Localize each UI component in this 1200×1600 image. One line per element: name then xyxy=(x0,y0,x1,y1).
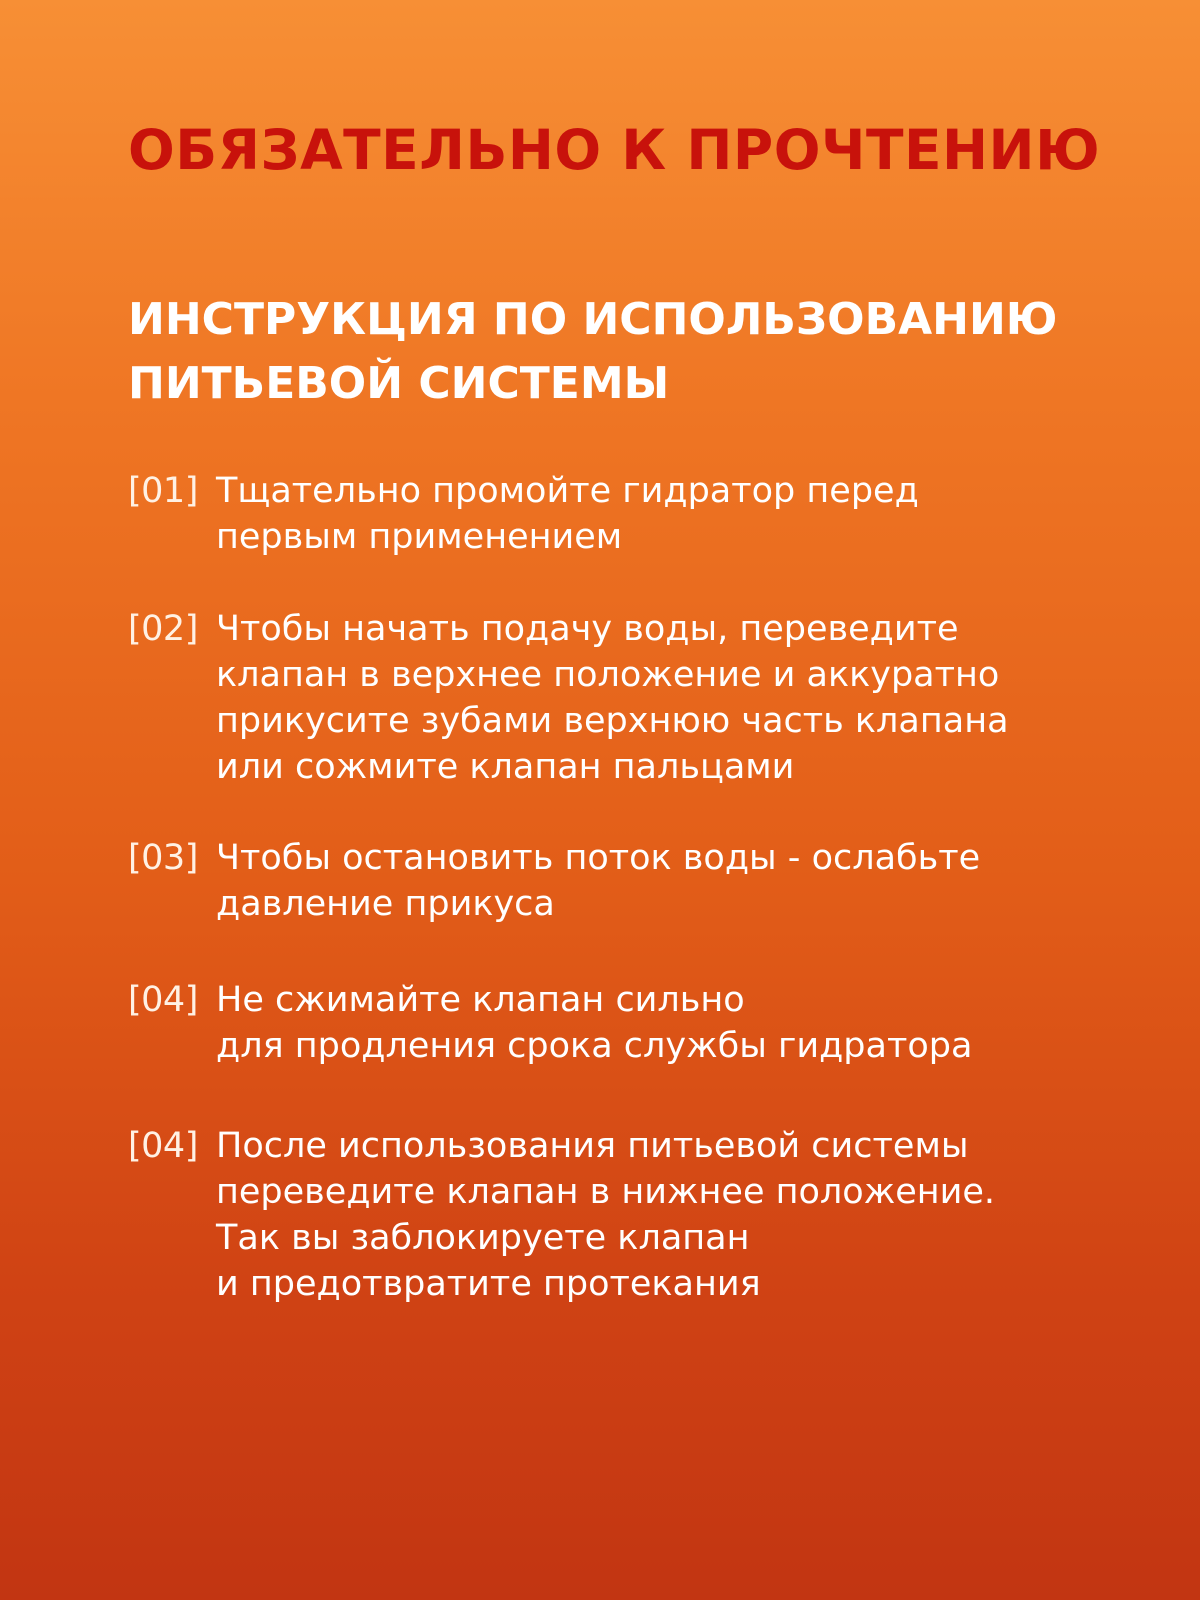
step-line: и предотвратите протекания xyxy=(216,1264,761,1304)
step-line: или сожмите клапан пальцами xyxy=(216,747,795,787)
step-line: первым применением xyxy=(216,517,623,557)
must-read-heading: ОБЯЗАТЕЛЬНО К ПРОЧТЕНИЮ xyxy=(128,118,1101,182)
instruction-title xyxy=(128,288,1057,416)
step-number: [04] xyxy=(128,1126,198,1166)
step-number: [02] xyxy=(128,609,198,649)
step-text xyxy=(216,977,972,1069)
step-text xyxy=(216,468,919,560)
step-line: После использования питьевой системы xyxy=(216,1126,969,1166)
instruction-title-line-2: ПИТЬЕВОЙ СИСТЕМЫ xyxy=(128,358,670,409)
step-line: Тщательно промойте гидратор перед xyxy=(216,471,919,511)
step-4 xyxy=(128,977,972,1069)
step-number: [01] xyxy=(128,471,198,511)
step-line: давление прикуса xyxy=(216,884,555,924)
step-line: Так вы заблокируете клапан xyxy=(216,1218,750,1258)
instruction-title-line-1: ИНСТРУКЦИЯ ПО ИСПОЛЬЗОВАНИЮ xyxy=(128,294,1058,345)
step-text xyxy=(216,1123,995,1307)
step-line: Чтобы начать подачу воды, переведите xyxy=(216,609,959,649)
step-number: [03] xyxy=(128,838,198,878)
step-text xyxy=(216,606,1009,790)
step-2 xyxy=(128,606,1009,790)
step-text xyxy=(216,835,980,927)
step-1 xyxy=(128,468,919,560)
step-5 xyxy=(128,1123,995,1307)
step-line: прикусите зубами верхнюю часть клапана xyxy=(216,701,1009,741)
step-line: для продления срока службы гидратора xyxy=(216,1026,973,1066)
step-3 xyxy=(128,835,980,927)
step-line: переведите клапан в нижнее положение. xyxy=(216,1172,996,1212)
step-line: Не сжимайте клапан сильно xyxy=(216,980,745,1020)
step-line: Чтобы остановить поток воды - ослабьте xyxy=(216,838,981,878)
step-number: [04] xyxy=(128,980,198,1020)
step-line: клапан в верхнее положение и аккуратно xyxy=(216,655,1000,695)
